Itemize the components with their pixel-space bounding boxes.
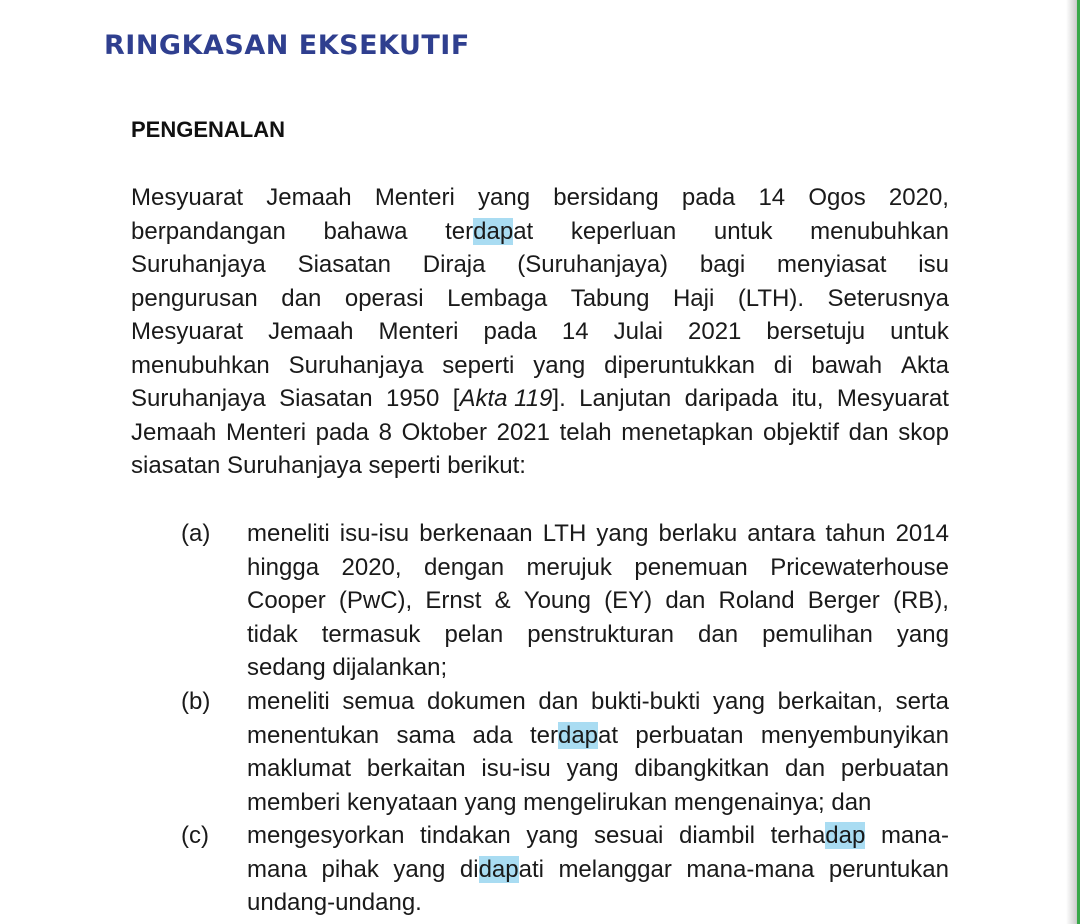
text-line [247,853,949,887]
word: sama [396,721,456,749]
text-line [131,248,949,282]
word: LTH [542,520,587,547]
word: Pricewaterhouse [770,553,949,581]
word: pengurusan [131,284,258,312]
word: yang [533,351,586,379]
word: yang [393,855,446,883]
word: Menteri [378,318,459,345]
word: menetapkan [621,418,754,446]
word: bahawa [323,217,408,245]
word: ada [472,721,513,749]
word: dan [785,755,826,782]
word: penstrukturan [527,620,674,648]
word: Diraja [422,251,486,278]
word: menyembunyikan [760,721,949,749]
word: Jemaah [268,318,354,345]
text-line [131,215,949,249]
word: tahun [825,520,886,547]
word: Haji [672,284,715,312]
word: meneliti [247,520,330,547]
word: yang [596,520,649,547]
word: Mesyuarat [836,385,949,412]
word: Oktober [401,418,487,446]
word: Berger [807,587,880,614]
text-line [247,584,949,618]
word: termasuk [321,620,421,648]
word: penemuan [634,553,748,581]
word: mana-mana [686,855,815,883]
word: serta [895,688,949,715]
word: objektif [762,418,839,446]
word: menubuhkan [131,351,270,379]
word: 8 [378,418,392,446]
word: bagi [699,251,746,278]
word: yang [566,755,619,782]
word: pelan [444,620,504,648]
word: untuk [890,318,949,345]
word: Mesyuarat [131,184,244,211]
word: Suruhanjaya [131,251,266,278]
word: didapati [459,855,544,883]
word: terdapat [445,217,534,245]
text-line [247,517,949,551]
word: yang [712,688,766,715]
word: terhadap [770,822,866,849]
list-marker: (b) [181,688,211,715]
text-line [247,719,949,753]
word: berkaitan, [777,688,884,715]
word: antara [747,520,816,547]
word: yang [526,822,579,849]
search-highlight: dap [473,217,514,245]
word: Young [523,587,591,614]
word: bersidang [553,184,659,211]
word: pada [681,184,736,211]
word: yang [896,620,949,648]
word: berkaitan [366,755,466,782]
word: 2020, [341,553,402,581]
word: Roland [718,587,795,614]
word: operasi [344,284,424,312]
word: Suruhanjaya [288,351,424,379]
word: tindakan [420,822,511,849]
word: pihak [321,855,379,883]
word: Lembaga [447,284,548,312]
page-title: RINGKASAN EKSEKUTIF [104,30,470,61]
word: Julai [613,318,663,345]
word: 2014 [895,520,949,547]
search-highlight: dap [825,822,866,849]
word: Jemaah [131,418,217,446]
word: perbuatan [840,755,949,782]
word: isu-isu [481,755,551,782]
word: (LTH). [737,284,805,312]
word: diambil [678,822,755,849]
word: Akta [900,351,949,379]
word: Seterusnya [827,284,949,312]
word: Mesyuarat [131,318,244,345]
word: Menteri [226,418,307,446]
text-line [247,886,949,920]
word: isu [918,251,949,278]
text-line [131,315,949,349]
word: merujuk [526,553,612,581]
word: telah [559,418,612,446]
text-line [247,651,949,685]
word: meneliti [247,688,330,715]
word: menubuhkan [810,217,949,245]
text-line [247,551,949,585]
word: (Suruhanjaya) [517,251,669,278]
word: Ogos [808,184,866,211]
word: [Akta 119]. [452,385,566,412]
word: dan [281,284,322,312]
word: dan [698,620,739,648]
word: mengesyorkan [247,822,405,849]
word: sesuai [594,822,664,849]
word: maklumat [247,755,352,782]
word: bawah [811,351,883,379]
text-line [131,349,949,383]
word: pada [483,318,537,345]
text-line [131,416,949,450]
word: 2021 [496,418,550,446]
intro-paragraph [131,181,949,483]
word: di [773,351,793,379]
word: keperluan [570,217,677,245]
word: Tabung [570,284,650,312]
word: menyiasat [777,251,887,278]
word: melanggar [558,855,672,883]
search-highlight: dap [478,855,519,883]
word: mana [247,855,308,883]
word: Cooper [247,587,326,614]
list-item-text [247,685,949,819]
text-line [131,181,949,215]
word: semua [342,688,415,715]
section-heading: PENGENALAN [131,117,286,142]
word: hingga [247,553,320,581]
text-line [247,685,949,719]
text-line [247,819,949,853]
word: tidak [247,620,298,648]
word: memberi kenyataan yang mengelirukan mengenainya; dan [247,788,872,816]
list-item-text [247,819,949,920]
word: (RB), [892,587,949,614]
word: dan [538,688,579,715]
word: Menteri [374,184,455,211]
word: isu-isu [339,520,410,547]
word: 2021 [688,318,742,345]
word: & [494,587,511,614]
text-line [247,752,949,786]
word: dengan [424,553,505,581]
word: pada [315,418,370,446]
word: Siasatan [279,385,373,412]
word: berkenaan [419,520,533,547]
word: untuk [713,217,773,245]
word: bersetuju [766,318,866,345]
word: dan [665,587,706,614]
word: menentukan [247,721,380,749]
word: Jemaah [266,184,352,211]
word: berlaku [658,520,738,547]
word: bukti-bukti [590,688,701,715]
word: pemulihan [762,620,873,648]
word: Siasatan [297,251,391,278]
word: perbuatan [635,721,744,749]
word: siasatan Suruhanjaya seperti berikut: [131,452,526,479]
list-marker: (c) [181,822,209,849]
word: Suruhanjaya [131,385,266,412]
word: 2020, [888,184,949,211]
word: 14 [758,184,786,211]
word: berpandangan [131,217,286,245]
word: peruntukan [828,855,949,883]
word: terdapat [529,721,619,749]
word: yang [478,184,531,211]
word: Ernst [425,587,482,614]
word: (EY) [604,587,653,614]
text-line [131,382,949,416]
word: mana- [880,822,949,849]
word: 1950 [385,385,440,412]
word: daripada [684,385,779,412]
word: dibangkitkan [634,755,770,782]
word: diperuntukkan [604,351,755,379]
text-line [131,282,949,316]
word: skop [898,418,949,446]
word: (PwC), [338,587,413,614]
word: dan [848,418,889,446]
word: 14 [561,318,589,345]
word: seperti [442,351,515,379]
text-line [131,449,949,483]
word: Lanjutan [579,385,672,412]
text-line [247,786,949,820]
word: itu, [791,385,824,412]
word: undang-undang. [247,889,422,916]
text-line [247,618,949,652]
word: sedang dijalankan; [247,654,448,681]
list-item-text [247,517,949,685]
list-marker: (a) [181,520,211,547]
word: dokumen [426,688,526,715]
search-highlight: dap [557,721,599,749]
